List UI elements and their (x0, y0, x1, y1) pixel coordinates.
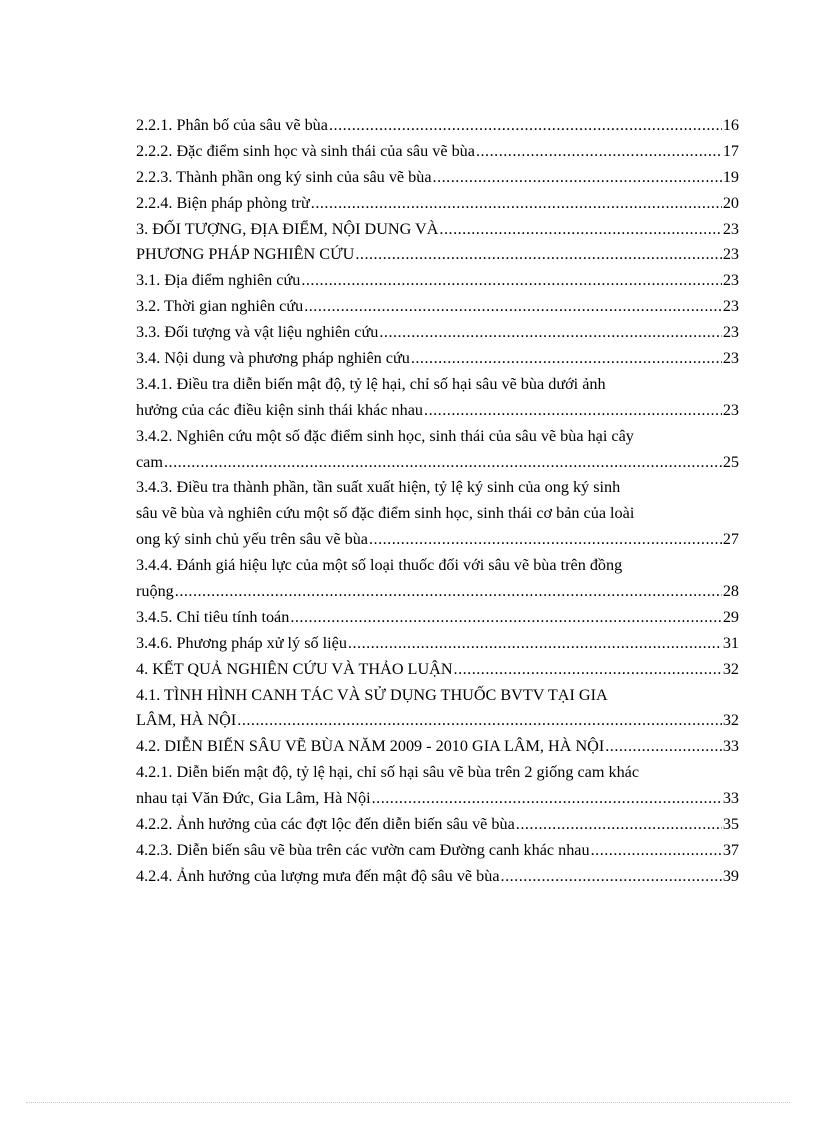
toc-entry-title: 4.2.3. Diễn biến sâu vẽ bùa trên các vườn cam Đường canh khác nhau (136, 840, 590, 859)
toc-page-number: 23 (722, 323, 739, 342)
toc-page-number: 23 (722, 297, 739, 316)
toc-entry[interactable] (136, 242, 739, 268)
toc-dot-leader (476, 139, 722, 165)
toc-dot-leader (516, 812, 722, 838)
toc-page-number: 29 (722, 607, 739, 626)
toc-dot-leader (411, 346, 722, 372)
toc-dot-leader (379, 320, 721, 346)
toc-entry-text: 4.1. TÌNH HÌNH CANH TÁC VÀ SỬ DỤNG THUỐC BVTV TẠI GIA (136, 685, 608, 704)
toc-page-number: 33 (722, 737, 739, 756)
toc-dot-leader (175, 579, 722, 605)
toc-entry-text: 3.4.4. Đánh giá hiệu lực của một số loại thuốc đối với sâu vẽ bùa trên đồng (136, 556, 623, 575)
toc-page-number: 31 (722, 633, 739, 652)
toc-entry-title: 2.2.3. Thành phần ong ký sinh của sâu vẽ bùa (136, 167, 432, 186)
toc-entry-title: ruộng (136, 582, 174, 601)
toc-entry-title: 4. KẾT QUẢ NGHIÊN CỨU VÀ THẢO LUẬN (136, 659, 453, 678)
toc-entry[interactable] (136, 450, 739, 476)
toc-entry[interactable] (136, 217, 739, 243)
toc-dot-leader (424, 398, 722, 424)
toc-entry[interactable] (136, 113, 739, 139)
toc-entry[interactable] (136, 657, 739, 683)
toc-entry-title: hưởng của các điều kiện sinh thái khác nhau (136, 400, 424, 419)
toc-dot-leader (439, 217, 721, 243)
toc-dot-leader (355, 242, 721, 268)
toc-entry-text: 3.4.2. Nghiên cứu một số đặc điểm sinh học, sinh thái của sâu vẽ bùa hại cây (136, 426, 634, 445)
toc-entry-text: 3.4.1. Điều tra diễn biến mật độ, tỷ lệ hại, chỉ số hại sâu vẽ bùa dưới ảnh (136, 374, 606, 393)
toc-entry-title: PHƯƠNG PHÁP NGHIÊN CỨU (136, 245, 355, 264)
toc-entry[interactable] (136, 786, 739, 812)
toc-dot-leader (164, 450, 722, 476)
toc-entry-title: nhau tại Văn Đức, Gia Lâm, Hà Nội (136, 789, 371, 808)
toc-entry-title: 3.4. Nội dung và phương pháp nghiên cứu (136, 349, 410, 368)
toc-entry-title: 3.2. Thời gian nghiên cứu (136, 297, 304, 316)
toc-page-number: 23 (722, 271, 739, 290)
page-bottom-border (26, 1102, 790, 1103)
toc-entry[interactable] (136, 838, 739, 864)
toc-entry-title: 3. ĐỐI TƯỢNG, ĐỊA ĐIỂM, NỘI DUNG VÀ (136, 219, 439, 238)
toc-entry[interactable] (136, 605, 739, 631)
toc-entry-text: sâu vẽ bùa và nghiên cứu một số đặc điểm sinh học, sinh thái cơ bản của loài (136, 504, 635, 523)
toc-dot-leader (591, 838, 722, 864)
toc-entry[interactable] (136, 527, 739, 553)
toc-dot-leader (301, 268, 721, 294)
toc-page-number: 35 (722, 815, 739, 834)
toc-entry-text: 3.4.3. Điều tra thành phần, tần suất xuất hiện, tỷ lệ ký sinh của ong ký sinh (136, 478, 621, 497)
toc-dot-leader (329, 113, 722, 139)
toc-dot-leader (311, 191, 722, 217)
toc-entry[interactable] (136, 191, 739, 217)
toc-entry[interactable] (136, 631, 739, 657)
toc-entry-title: LÂM, HÀ NỘI (136, 711, 237, 730)
toc-entry[interactable] (136, 268, 739, 294)
toc-entry-title: 3.3. Đối tượng và vật liệu nghiên cứu (136, 323, 379, 342)
toc-entry[interactable] (136, 708, 739, 734)
toc-page-number: 27 (722, 530, 739, 549)
toc-entry-title: 2.2.2. Đặc điểm sinh học và sinh thái của sâu vẽ bùa (136, 141, 475, 160)
toc-dot-leader (290, 605, 721, 631)
toc-dot-leader (237, 708, 722, 734)
toc-entry-title: 3.1. Địa điểm nghiên cứu (136, 271, 301, 290)
toc-page-number: 33 (722, 789, 739, 808)
toc-page-number: 25 (722, 452, 739, 471)
toc-dot-leader (369, 527, 722, 553)
toc-page-number: 23 (722, 245, 739, 264)
toc-page-number: 17 (722, 141, 739, 160)
toc-entry[interactable] (136, 398, 739, 424)
toc-entry-title: 4.2.2. Ảnh hưởng của các đợt lộc đến diễn biến sâu vẽ bùa (136, 815, 515, 834)
toc-entry-title: 2.2.4. Biện pháp phòng trừ (136, 193, 310, 212)
toc-page-number: 37 (722, 840, 739, 859)
toc-page-number: 20 (722, 193, 739, 212)
table-of-contents (136, 113, 739, 890)
toc-entry[interactable] (136, 812, 739, 838)
toc-entry-title: 3.4.6. Phương pháp xử lý số liệu (136, 633, 347, 652)
toc-page-number: 39 (722, 866, 739, 885)
toc-dot-leader (454, 657, 722, 683)
toc-entry-title: 2.2.1. Phân bố của sâu vẽ bùa (136, 116, 328, 134)
toc-page-number: 23 (722, 400, 739, 419)
toc-dot-leader (372, 786, 722, 812)
toc-entry[interactable] (136, 165, 739, 191)
toc-page-number: 28 (722, 582, 739, 601)
toc-entry[interactable] (136, 864, 739, 890)
toc-entry[interactable] (136, 139, 739, 165)
toc-entry[interactable] (136, 346, 739, 372)
toc-page-number: 16 (722, 116, 739, 134)
toc-entry-title: 4.2.4. Ảnh hưởng của lượng mưa đến mật độ sâu vẽ bùa (136, 866, 500, 885)
toc-page-number: 19 (722, 167, 739, 186)
toc-dot-leader (348, 631, 722, 657)
toc-dot-leader (605, 734, 722, 760)
toc-page-number: 32 (722, 711, 739, 730)
toc-entry[interactable] (136, 579, 739, 605)
toc-dot-leader (433, 165, 722, 191)
toc-page-number: 23 (722, 349, 739, 368)
toc-page-number: 23 (722, 219, 739, 238)
toc-entry-title: 4.2. DIỄN BIẾN SÂU VẼ BÙA NĂM 2009 - 2010 GIA LÂM, HÀ NỘI (136, 737, 605, 756)
toc-entry[interactable] (136, 734, 739, 760)
toc-entry[interactable] (136, 320, 739, 346)
toc-entry-text: 4.2.1. Diễn biến mật độ, tỷ lệ hại, chỉ số hại sâu vẽ bùa trên 2 giống cam khác (136, 763, 640, 782)
toc-entry-title: ong ký sinh chủ yếu trên sâu vẽ bùa (136, 530, 368, 549)
toc-dot-leader (501, 864, 722, 890)
toc-entry-title: cam (136, 452, 163, 471)
toc-dot-leader (304, 294, 722, 320)
toc-entry[interactable] (136, 294, 739, 320)
toc-page-number: 32 (722, 659, 739, 678)
toc-entry-title: 3.4.5. Chỉ tiêu tính toán (136, 607, 290, 626)
